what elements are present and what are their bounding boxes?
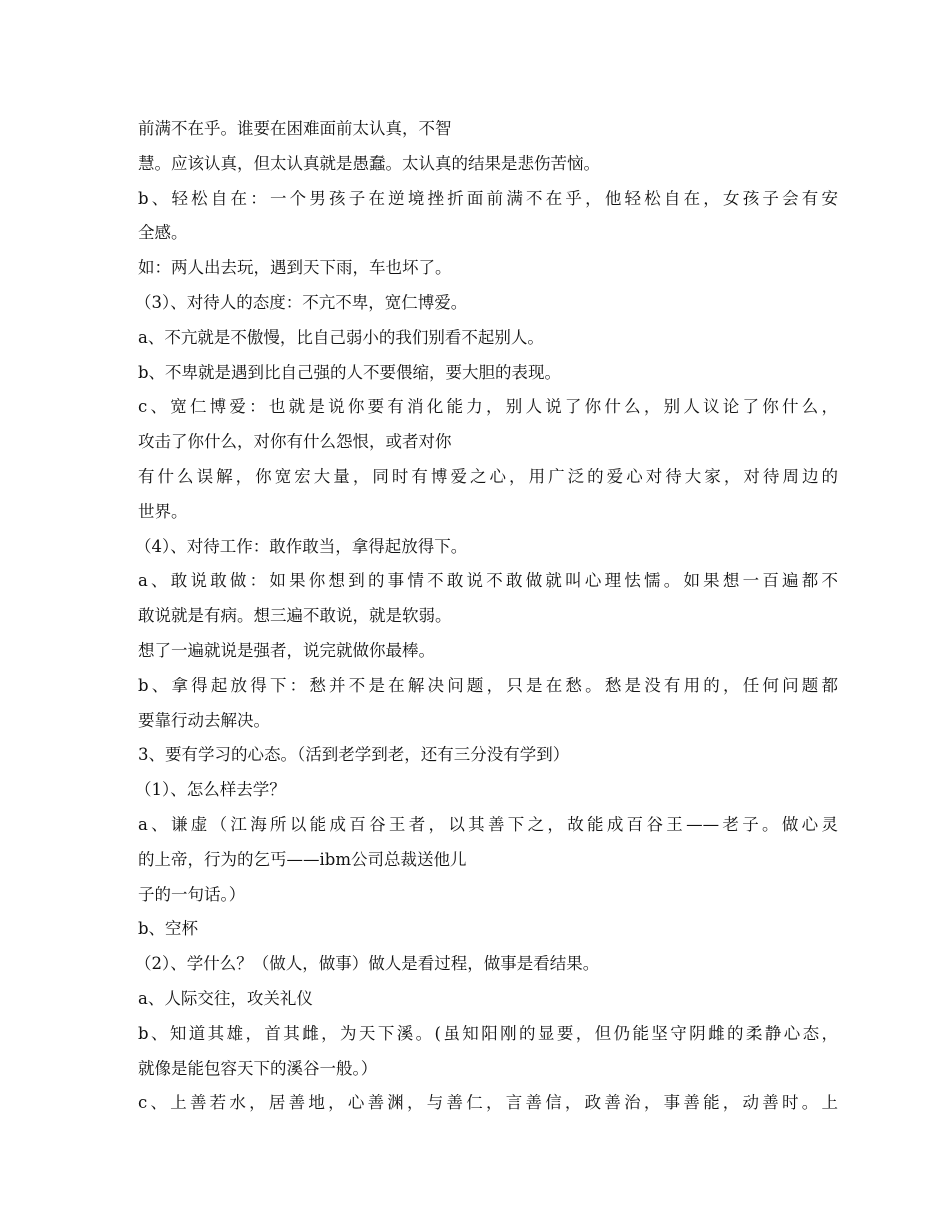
text-line: c、上善若水，居善地，心善渊，与善仁，言善信，政善治，事善能，动善时。上 (138, 1093, 838, 1113)
section-heading: （1）、怎么样去学？ (135, 780, 286, 800)
text-line: b、知道其雄，首其雌，为天下溪。(虽知阳刚的显要，但仍能坚守阴雌的柔静心态， (138, 1023, 838, 1043)
text-line: c、宽仁博爱：也就是说你要有消化能力，别人说了你什么，别人议论了你什么， (138, 397, 838, 417)
section-heading: 3、要有学习的心态。（活到老学到老，还有三分没有学到） (138, 745, 570, 765)
text-line: b、空杯 (138, 919, 199, 939)
text-line: a、不亢就是不傲慢，比自己弱小的我们别看不起别人。 (138, 327, 544, 347)
text-line: 攻击了你什么，对你有什么怨恨，或者对你 (138, 432, 452, 452)
text-line: 敢说就是有病。想三遍不敢说，就是软弱。 (138, 606, 452, 626)
text-line: 想了一遍就说是强者，说完就做你最棒。 (138, 640, 435, 660)
text-line: 子的一句话。） (138, 884, 246, 904)
text-line: 全感。 (138, 223, 188, 243)
text-line: 有什么误解，你宽宏大量，同时有博爱之心，用广泛的爱心对待大家，对待周边的 (138, 466, 838, 486)
text-line: 就像是能包容天下的溪谷一般。） (138, 1058, 378, 1078)
text-line: 慧。应该认真，但太认真就是愚蠢。太认真的结果是悲伤苦恼。 (138, 153, 600, 173)
text-line: b、不卑就是遇到比自己强的人不要偎缩，要大胆的表现。 (138, 362, 562, 382)
text-line: a、敢说敢做：如果你想到的事情不敢说不敢做就叫心理怯懦。如果想一百遍都不 (138, 571, 838, 591)
section-heading: （4）、对待工作：敢作敢当，拿得起放得下。 (135, 536, 468, 556)
text-line: 的上帝，行为的乞丐——ibm公司总裁送他儿 (138, 849, 467, 869)
text-line: 要靠行动去解决。 (138, 710, 270, 730)
section-heading: （3）、对待人的态度：不亢不卑，宽仁博爱。 (135, 292, 468, 312)
text-line: a、人际交往，攻关礼仪 (138, 988, 313, 1008)
section-heading: （2）、学什么？（做人，做事）做人是看过程，做事是看结果。 (135, 954, 600, 974)
text-line: 世界。 (138, 501, 188, 521)
text-line: b、轻松自在：一个男孩子在逆境挫折面前满不在乎，他轻松自在，女孩子会有安 (138, 188, 838, 208)
text-line: 前满不在乎。谁要在困难面前太认真，不智 (138, 119, 452, 138)
text-line: 如：两人出去玩，遇到天下雨，车也坏了。 (138, 258, 452, 278)
text-line: b、拿得起放得下：愁并不是在解决问题，只是在愁。愁是没有用的，任何问题都 (138, 675, 838, 695)
body-text (135, 112, 838, 1121)
text-line: a、谦虚（江海所以能成百谷王者，以其善下之，故能成百谷王——老子。做心灵 (138, 814, 838, 834)
